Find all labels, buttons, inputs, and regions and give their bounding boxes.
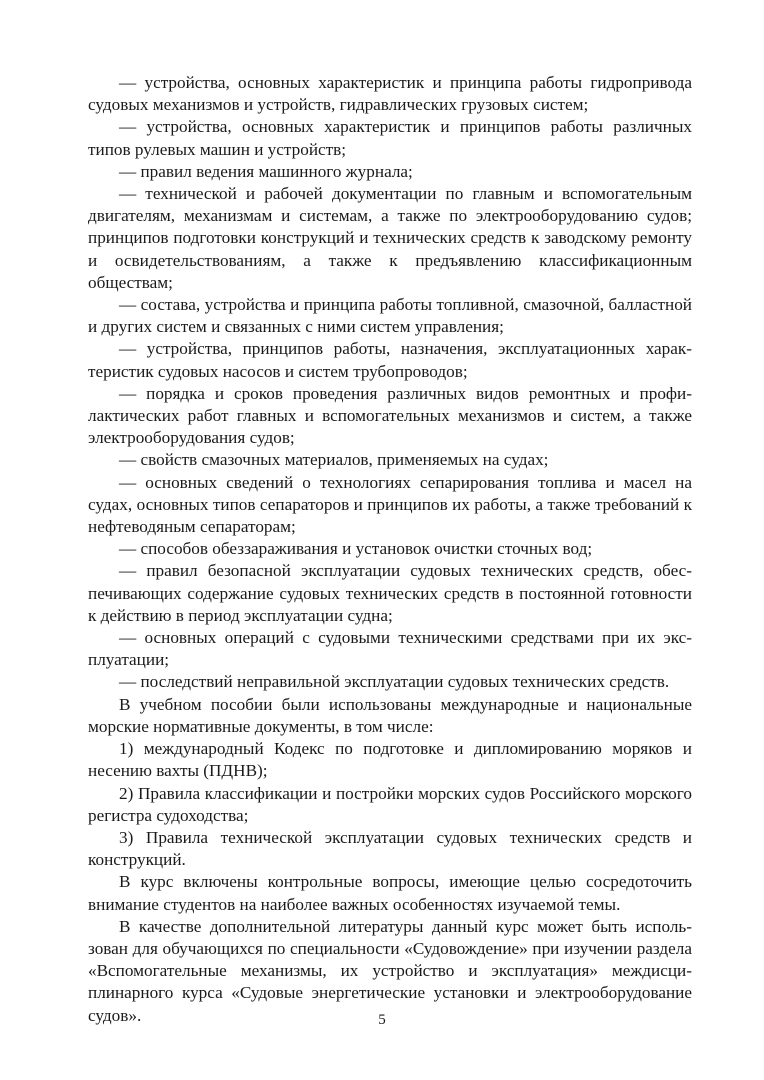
paragraph: — состава, устройства и принципа работы топливной, смазочной, балластной и других систем и связанных с ними систем управления; xyxy=(88,295,692,337)
paragraph: — устройства, принципов работы, назначения, эксплуатационных характеристик судовых насосов и систем трубопроводов; xyxy=(88,339,692,381)
paragraph: — основных сведений о технологиях сепарирования топлива и масел на судах, основных типов сепараторов и принципов их работы, а также требований к нефтеводяным сепараторам; xyxy=(88,472,692,537)
paragraph: — основных операций с судовыми техническими средствами при их эксплуатации; xyxy=(88,628,692,670)
paragraph: — правил безопасной эксплуатации судовых технических средств, обеспечивающих содержание судовых технических средств в постоянной готовности к действию в период эксплуатации судна; xyxy=(88,561,692,625)
body-text xyxy=(88,72,692,1027)
paragraph: — устройства, основных характеристик и принципа работы гидропривода судовых механизмов и устройств, гидравлических грузовых систем; xyxy=(88,73,692,115)
paragraph: — последствий неправильной эксплуатации судовых технических средств. xyxy=(119,672,670,692)
page-number: 5 xyxy=(378,1012,386,1028)
paragraph: — технической и рабочей документации по главным и вспомогательным двигателям, механизмам и системам, а также по электрооборудованию судов; принципов подготовки конструкций и технических средств к заводскому ремонту и освидетельствованиям, а также к предъявлению классификационным обществам; xyxy=(88,184,692,292)
paragraph: — способов обеззараживания и установок очистки сточных вод; xyxy=(119,539,593,559)
paragraph: В учебном пособии были использованы международные и национальные морские нормативные документы, в том числе: xyxy=(88,694,692,736)
list-item: 1) международный Кодекс по подготовке и дипломированию моряков и несению вахты (ПДНВ); xyxy=(88,739,692,781)
paragraph: — правил ведения машинного журнала; xyxy=(119,161,413,181)
paragraph: В курс включены контрольные вопросы, имеющие целью сосредоточить внимание студентов на наиболее важных особенностях изучаемой темы. xyxy=(88,872,692,914)
paragraph: — свойств смазочных материалов, применяемых на судах; xyxy=(119,450,549,470)
paragraph: — порядка и сроков проведения различных видов ремонтных и профилактических работ главных и вспомогательных механизмов и систем, а также электрооборудования судов; xyxy=(88,383,692,448)
paragraph: — устройства, основных характеристик и принципов работы различных типов рулевых машин и устройств; xyxy=(88,117,692,159)
list-item: 2) Правила классификации и постройки морских судов Российского морского регистра судоходства; xyxy=(88,783,692,825)
paragraph: В качестве дополнительной литературы данный курс может быть использован для обучающихся по специальности «Судовождение» при изучении раздела «Вспомогательные механизмы, их устройство и эксплуатация» междисциплинарного курса «Судовые энергетические установки и электрооборудование судов». xyxy=(88,916,692,1025)
list-item: 3) Правила технической эксплуатации судовых технических средств и конструкций. xyxy=(88,827,692,870)
